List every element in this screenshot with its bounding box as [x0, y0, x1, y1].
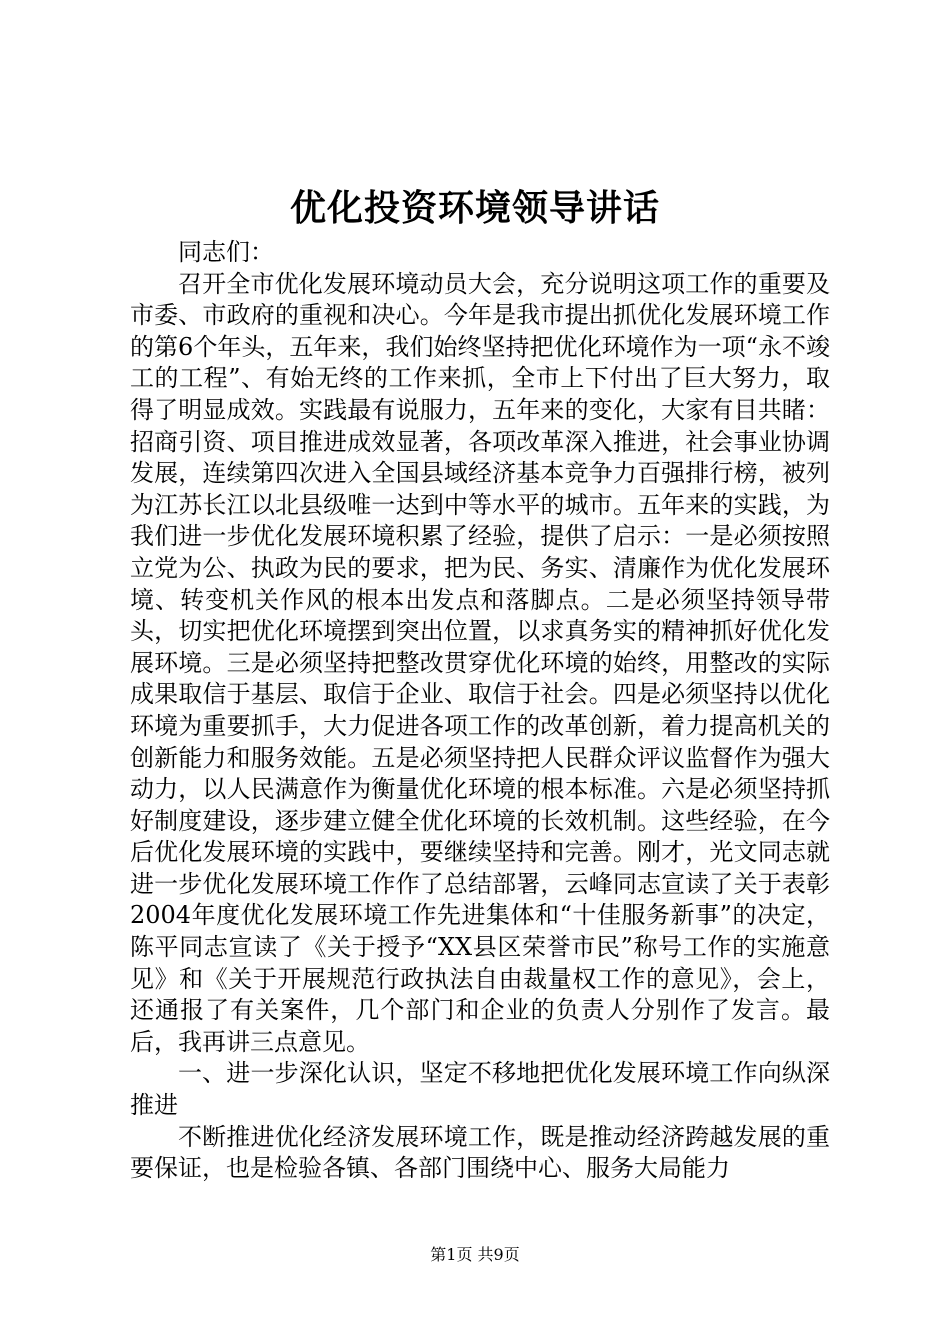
document-title: 优化投资环境领导讲话	[289, 187, 660, 229]
document-body	[130, 237, 830, 1185]
page-number: 第1页 共9页	[430, 1245, 520, 1264]
body-paragraph: 召开全市优化发展环境动员大会，充分说明这项工作的重要及市委、市政府的重视和决心。今年是我市提出抓优化发展环境工作的第6个年头，五年来，我们始终坚持把优化环境作为一项“永不竣工的工程”、有始无终的工作来抓，全市上下付出了巨大努力，取得了明显成效。实践最有说服力，五年来的变化，大家有目共睹：招商引资、项目推进成效显著，各项改革深入推进，社会事业协调发展，连续第四次进入全国县域经济基本竞争力百强排行榜，被列为江苏长江以北县级唯一达到中等水平的城市。五年来的实践，为我们进一步优化发展环境积累了经验，提供了启示：一是必须按照立党为公、执政为民的要求，把为民、务实、清廉作为优化发展环境、转变机关作风的根本出发点和落脚点。二是必须坚持领导带头，切实把优化环境摆到突出位置，以求真务实的精神抓好优化发展环境。三是必须坚持把整改贯穿优化环境的始终，用整改的实际成果取信于基层、取信于企业、取信于社会。四是必须坚持以优化环境为重要抓手，大力促进各项工作的改革创新，着力提高机关的创新能力和服务效能。五是必须坚持把人民群众评议监督作为强大动力，以人民满意作为衡量优化环境的根本标准。六是必须坚持抓好制度建设，逐步建立健全优化环境的长效机制。这些经验，在今后优化发展环境的实践中，要继续坚持和完善。刚才，光文同志就进一步优化发展环境工作作了总结部署，云峰同志宣读了关于表彰2004年度优化发展环境工作先进集体和“十佳服务新事”的决定，陈平同志宣读了《关于授予“XX县区荣誉市民”称号工作的实施意见》和《关于开展规范行政执法自由裁量权工作的意见》，会上，还通报了有关案件，几个部门和企业的负责人分别作了发言。最后，我再讲三点意见。	[130, 269, 830, 1056]
salutation-paragraph: 同志们：	[178, 238, 274, 266]
body-paragraph: 不断推进优化经济发展环境工作，既是推动经济跨越发展的重要保证，也是检验各镇、各部门围绕中心、服务大局能力	[130, 1122, 830, 1183]
section-heading: 一、进一步深化认识，坚定不移地把优化发展环境工作向纵深推进	[130, 1059, 830, 1120]
